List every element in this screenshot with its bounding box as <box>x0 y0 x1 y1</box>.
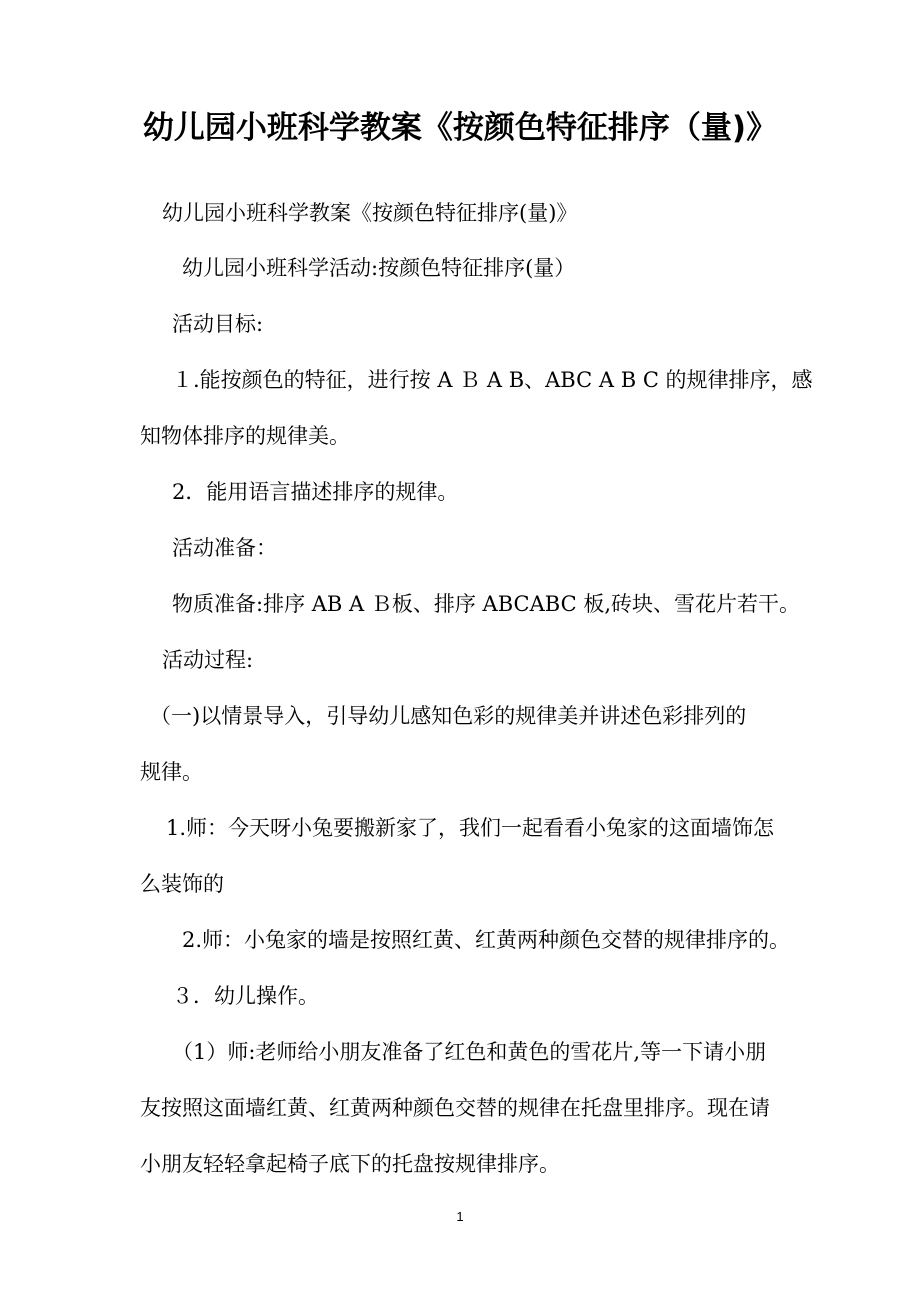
heading-activity-goals: 活动目标: <box>172 312 264 336</box>
section-1-line-2: 规律。 <box>140 760 203 784</box>
page-number: 1 <box>456 1209 464 1224</box>
goal-1-line-2: 知物体排序的规律美。 <box>140 424 350 448</box>
goal-1-line-1: １.能按颜色的特征，进行按 A Ｂ A B、ABC A B C 的规律排序，感 <box>172 368 813 392</box>
paragraph-subtitle: 幼儿园小班科学教案《按颜色特征排序(量)》 <box>162 201 578 225</box>
paragraph-activity-name: 幼儿园小班科学活动:按颜色特征排序(量） <box>182 256 576 280</box>
document-title: 幼儿园小班科学教案《按颜色特征排序（量)》 <box>142 110 778 146</box>
step-3-1-line-2: 友按照这面墙红黄、红黄两种颜色交替的规律在托盘里排序。现在请 <box>140 1096 770 1120</box>
material-preparation: 物质准备:排序 AB A Ｂ板、排序 ABCABC 板,砖块、雪花片若干。 <box>172 592 800 616</box>
goal-2: 2．能用语言描述排序的规律。 <box>172 480 459 504</box>
step-3-1-line-3: 小朋友轻轻拿起椅子底下的托盘按规律排序。 <box>140 1152 560 1176</box>
step-3-1-line-1: （1）师:老师给小朋友准备了红色和黄色的雪花片,等一下请小朋 <box>172 1040 767 1064</box>
section-1-line-1: （一)以情景导入，引导幼儿感知色彩的规律美并讲述色彩排列的 <box>150 704 747 728</box>
step-1-line-1: 1.师：今天呀小兔要搬新家了，我们一起看看小兔家的这面墙饰怎 <box>166 816 775 840</box>
step-3: ３．幼儿操作。 <box>172 984 319 1008</box>
step-1-line-2: 么装饰的 <box>140 872 224 896</box>
heading-activity-preparation: 活动准备： <box>172 536 277 560</box>
step-2: 2.师：小兔家的墙是按照红黄、红黄两种颜色交替的规律排序的。 <box>182 928 791 952</box>
heading-activity-process: 活动过程: <box>162 648 254 672</box>
